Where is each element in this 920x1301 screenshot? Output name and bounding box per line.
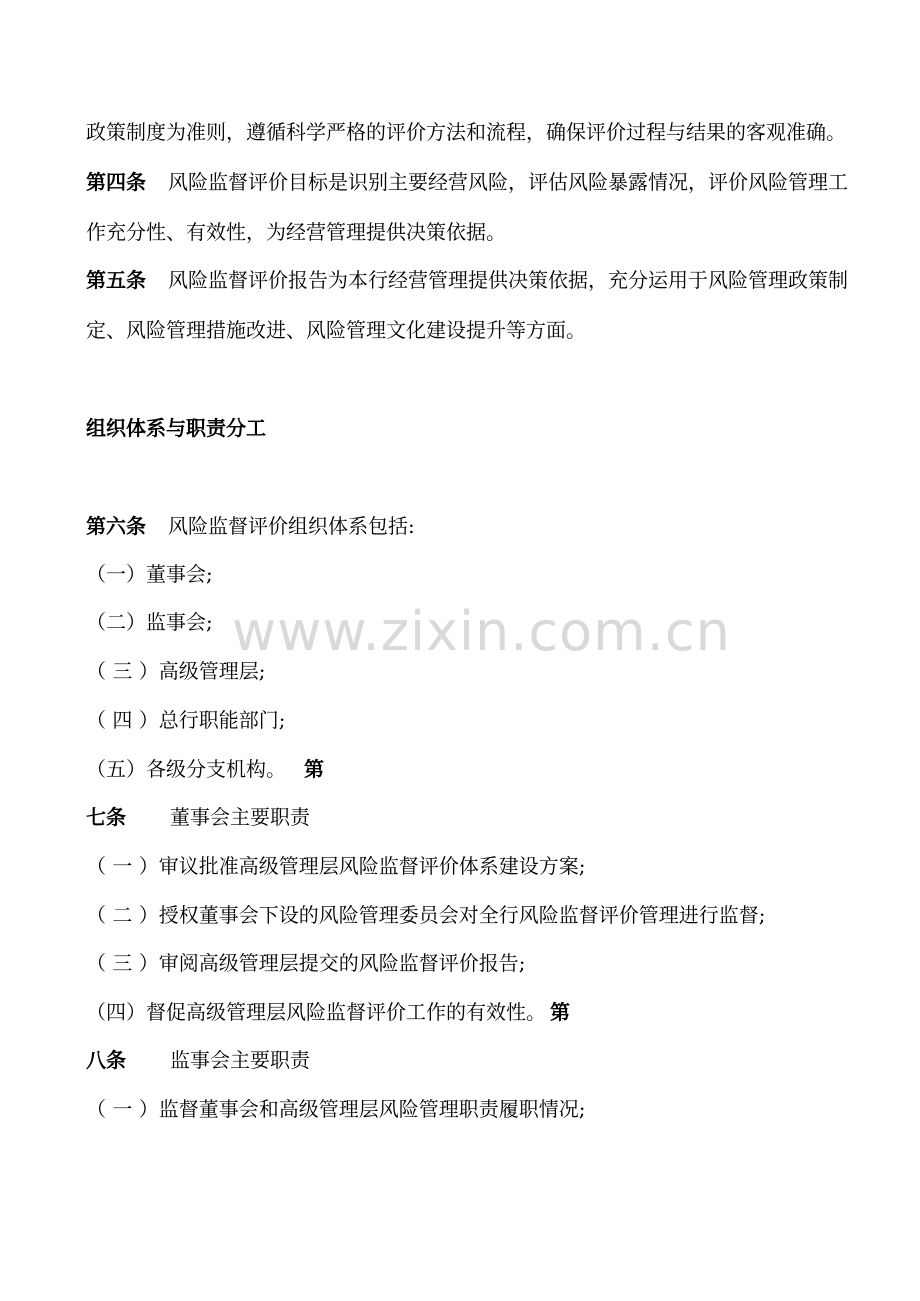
list-item	[86, 949, 525, 977]
list-item	[86, 706, 285, 734]
article-4-line	[86, 168, 848, 196]
article-label-fragment: 第	[550, 1000, 570, 1024]
text: 风险监督评价目标是识别主要经营风险，评估风险暴露情况，评价风险管理工	[168, 170, 848, 194]
list-item	[86, 560, 213, 588]
text: （五）各级分支机构。	[86, 757, 286, 781]
paragraph-line	[86, 118, 846, 146]
article-label: 第六条	[86, 514, 146, 538]
list-item	[86, 755, 324, 783]
text: 风险监督评价报告为本行经营管理提供决策依据，充分运用于风险管理政策制	[168, 268, 848, 292]
list-item	[86, 998, 570, 1026]
article-label: 第四条	[86, 170, 146, 194]
text: （ 一 ）审议批准高级管理层风险监督评价体系建设方案;	[86, 854, 586, 878]
list-item	[86, 852, 585, 880]
text: （ 二 ）授权董事会下设的风险管理委员会对全行风险监督评价管理进行监督;	[86, 903, 766, 927]
list-item	[86, 657, 265, 685]
text: （ 三 ）审阅高级管理层提交的风险监督评价报告;	[86, 951, 526, 975]
text: （二）监事会;	[86, 610, 213, 634]
text: 董事会主要职责	[170, 805, 310, 829]
text: （ 四 ）总行职能部门;	[86, 708, 286, 732]
article-5-line	[86, 266, 848, 294]
article-6-line	[86, 512, 415, 540]
watermark: www.zixin.com.cn	[232, 600, 731, 663]
list-item	[86, 1095, 585, 1123]
article-label: 第五条	[86, 268, 146, 292]
text: （ 三 ）高级管理层;	[86, 659, 266, 683]
article-label-fragment: 第	[304, 757, 324, 781]
paragraph-line	[86, 218, 506, 246]
text: 作充分性、有效性，为经营管理提供决策依据。	[86, 220, 506, 244]
article-7-line	[86, 803, 310, 831]
section-heading	[86, 414, 266, 442]
text: 风险监督评价组织体系包括:	[168, 514, 415, 538]
text: （ 一 ）监督董事会和高级管理层风险管理职责履职情况;	[86, 1097, 586, 1121]
text: （一）董事会;	[86, 562, 213, 586]
text: （四）督促高级管理层风险监督评价工作的有效性。	[86, 1000, 546, 1024]
paragraph-line	[86, 316, 586, 344]
text: 政策制度为准则，遵循科学严格的评价方法和流程，确保评价过程与结果的客观准确。	[86, 120, 846, 144]
list-item	[86, 901, 765, 929]
text: 定、风险管理措施改进、风险管理文化建设提升等方面。	[86, 318, 586, 342]
text: 监事会主要职责	[170, 1048, 310, 1072]
article-label: 八条	[86, 1048, 126, 1072]
list-item	[86, 608, 213, 636]
article-label: 七条	[86, 805, 126, 829]
heading-text: 组织体系与职责分工	[86, 416, 266, 440]
article-8-line	[86, 1046, 310, 1074]
